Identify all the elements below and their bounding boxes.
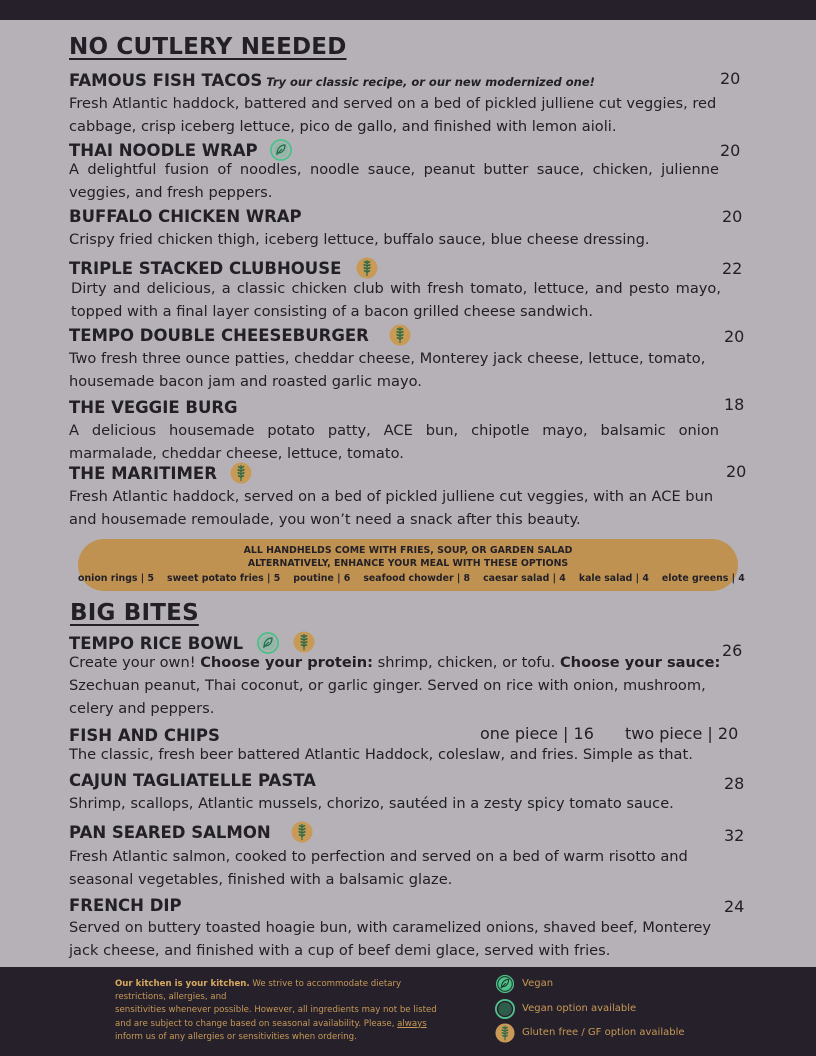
menu-item-description: Create your own! Choose your protein: shrimp, chicken, or tofu. Choose your sauce: Szechuan peanut, Thai coconut, or garlic ginger. Served on rice with onion, mushroom, celery and peppers. bbox=[69, 654, 721, 717]
footer: Our kitchen is your kitchen. We strive to accommodate dietary restrictions, allergies, and sensitivities whenever possible. However, all ingredients may not be listed and are subject to change based on seasonal availability. Please, always inform us of any allergies or sensitivities when ordering. Vegan Vegan option available Gluten free / GF option available bbox=[0, 967, 816, 1056]
menu-item-name: BUFFALO CHICKEN WRAP bbox=[69, 207, 302, 226]
menu-item-price: 20 bbox=[726, 462, 747, 481]
menu-item-description: Served on buttery toasted hoagie bun, with caramelized onions, shaved beef, Monterey jack cheese, and finished with a cup of beef demi glace, served with fries. bbox=[69, 919, 712, 959]
menu-item-description: The classic, fresh beer battered Atlantic Haddock, coleslaw, and fries. Simple as that. bbox=[69, 746, 693, 763]
menu-item-description: Two fresh three ounce patties, cheddar cheese, Monterey jack cheese, lettuce, tomato, housemade bacon jam and roasted garlic mayo. bbox=[69, 350, 706, 390]
allergy-note: Our kitchen is your kitchen. We strive to accommodate dietary restrictions, allergies, and sensitivities whenever possible. However, all ingredients may not be listed and are subject to change based on seasonal availability. Please, always inform us of any allergies or sensitivities when ordering. bbox=[115, 979, 437, 1042]
gluten-free-icon bbox=[291, 821, 313, 843]
top-bar bbox=[0, 0, 816, 20]
menu-item-description: Crispy fried chicken thigh, iceberg lettuce, buffalo sauce, blue cheese dressing. bbox=[69, 231, 650, 248]
menu-item-price: 18 bbox=[724, 395, 745, 414]
menu-item-name: TEMPO RICE BOWL bbox=[69, 634, 244, 653]
menu-item-price: 26 bbox=[722, 641, 743, 660]
menu-item-name: CAJUN TAGLIATELLE PASTA bbox=[69, 771, 316, 790]
menu-item-price: 20 bbox=[722, 207, 743, 226]
gluten-free-icon bbox=[293, 631, 315, 653]
menu-item-name: THE VEGGIE BURG bbox=[69, 398, 238, 417]
section-title-handhelds: NO CUTLERY NEEDED bbox=[69, 34, 347, 60]
menu-item-price: 28 bbox=[724, 774, 745, 793]
item-tagline: Try our classic recipe, or our new modernized one! bbox=[266, 75, 595, 89]
menu-item-name: FRENCH DIP bbox=[69, 896, 182, 915]
menu-item-name: PAN SEARED SALMON bbox=[69, 823, 271, 842]
menu-item-price-two: two piece | 20 bbox=[625, 724, 739, 743]
menu-item-price: 20 bbox=[724, 327, 745, 346]
menu-item-name: FISH AND CHIPS bbox=[69, 726, 220, 745]
section-title-big-bites: BIG BITES bbox=[70, 600, 199, 626]
sides-banner bbox=[78, 539, 745, 591]
gluten-free-icon bbox=[389, 324, 411, 346]
menu-item-price: 20 bbox=[720, 141, 741, 160]
banner-line-1: ALL HANDHELDS COME WITH FRIES, SOUP, OR GARDEN SALAD bbox=[243, 545, 573, 556]
menu-item-name: TEMPO DOUBLE CHEESEBURGER bbox=[69, 326, 369, 345]
menu-item-price-one: one piece | 16 bbox=[480, 724, 594, 743]
menu-item-name: THAI NOODLE WRAP bbox=[69, 141, 258, 160]
menu-item-name: THE MARITIMER bbox=[69, 464, 217, 483]
vegan-option-icon bbox=[495, 999, 515, 1019]
menu-item-description: Fresh Atlantic salmon, cooked to perfection and served on a bed of warm risotto and seasonal vegetables, finished with a balsamic glaze. bbox=[69, 848, 688, 888]
menu-item-description: Dirty and delicious, a classic chicken club with fresh tomato, lettuce, and pesto mayo, topped with a final layer consisting of a bacon grilled cheese sandwich. bbox=[71, 280, 721, 320]
menu-item-name: FAMOUS FISH TACOS Try our classic recipe, or our new modernized one! bbox=[69, 71, 595, 90]
menu-item-price: 20 bbox=[720, 69, 741, 88]
menu-item-description: Fresh Atlantic haddock, served on a bed of pickled julliene cut veggies, with an ACE bun and housemade remoulade, you won’t need a snack after this beauty. bbox=[69, 488, 714, 528]
menu-item-description: Shrimp, scallops, Atlantic mussels, chorizo, sautéed in a zesty spicy tomato sauce. bbox=[69, 795, 674, 812]
gluten-free-icon bbox=[356, 257, 378, 279]
gluten-free-icon bbox=[230, 462, 252, 484]
menu-item-name: TRIPLE STACKED CLUBHOUSE bbox=[69, 259, 342, 278]
menu-item-description: A delightful fusion of noodles, noodle sauce, peanut butter sauce, chicken, julienne veggies, and fresh peppers. bbox=[69, 161, 719, 201]
gluten-free-icon bbox=[495, 1023, 515, 1043]
banner-options: onion rings | 5 sweet potato fries | 5 poutine | 6 seafood chowder | 8 caesar salad | 4 kale salad | 4 elote greens | 4 bbox=[78, 573, 745, 584]
menu-item-price: 32 bbox=[724, 826, 745, 845]
menu-item-description: A delicious housemade potato patty, ACE bun, chipotle mayo, balsamic onion marmalade, cheddar cheese, lettuce, tomato. bbox=[69, 422, 719, 462]
menu-item-description: Fresh Atlantic haddock, battered and served on a bed of pickled julliene cut veggies, red cabbage, crisp iceberg lettuce, pico de gallo, and finished with lemon aioli. bbox=[69, 95, 717, 135]
menu-item-price: 22 bbox=[722, 259, 743, 278]
menu-item-price: 24 bbox=[724, 897, 745, 916]
banner-line-2: ALTERNATIVELY, ENHANCE YOUR MEAL WITH THESE OPTIONS bbox=[247, 558, 569, 569]
vegan-icon bbox=[495, 974, 515, 994]
